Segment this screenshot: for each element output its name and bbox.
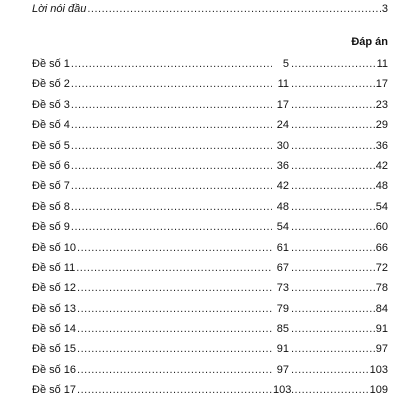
exam-label: Đề số 3 (32, 98, 70, 111)
exam-page-number: 67 (276, 261, 289, 274)
toc-entry-row (32, 180, 388, 200)
exam-page-number: 85 (276, 323, 289, 336)
answers-column-heading: Đáp án (351, 36, 388, 48)
dot-leader (291, 201, 375, 213)
exam-column (32, 160, 289, 172)
toc-entry-row (32, 58, 388, 78)
toc-entry-row (32, 262, 388, 282)
answer-column (289, 160, 388, 172)
dot-leader (291, 99, 375, 111)
answer-page-number: 36 (375, 139, 388, 152)
exam-column (32, 303, 289, 315)
exam-label: Đề số 1 (32, 58, 70, 70)
answer-column (289, 262, 388, 274)
toc-entry-row (32, 201, 388, 221)
exam-label: Đề số 10 (32, 241, 77, 254)
exam-column (32, 99, 289, 111)
exam-label: Đề số 5 (32, 139, 70, 152)
answer-column (289, 99, 388, 111)
dot-leader (291, 303, 375, 315)
dot-leader (77, 303, 272, 315)
answer-page-number: 84 (375, 302, 388, 315)
dot-leader (291, 364, 369, 376)
dot-leader (77, 282, 272, 294)
toc-entry-row (32, 221, 388, 241)
dot-leader (291, 78, 375, 90)
toc-entry-row (32, 303, 388, 323)
answer-column (289, 343, 388, 355)
exam-label: Đề số 11 (32, 261, 76, 274)
exam-page-number: 48 (276, 200, 289, 213)
exam-page-number: 61 (276, 241, 289, 254)
toc-entry-row (32, 78, 388, 98)
dot-leader (71, 140, 272, 152)
dot-leader (77, 242, 272, 254)
dot-leader (71, 201, 272, 213)
toc-preface-entry (32, 3, 388, 19)
toc-entry-row (32, 364, 388, 384)
exam-page-number: 5 (282, 58, 289, 70)
answer-page-number: 78 (375, 282, 388, 295)
exam-column (32, 364, 289, 376)
exam-page-number: 24 (276, 119, 289, 132)
toc-entries-list (32, 58, 388, 405)
answer-page-number: 29 (375, 119, 388, 132)
toc-entry-row (32, 384, 388, 404)
exam-column (32, 140, 289, 152)
exam-page-number: 97 (276, 363, 289, 376)
answer-page-number: 66 (375, 241, 388, 254)
exam-column (32, 78, 289, 90)
toc-entry-row (32, 140, 388, 160)
exam-page-number: 36 (276, 159, 289, 172)
toc-entry-row (32, 99, 388, 119)
dot-leader (291, 180, 375, 192)
dot-leader (76, 262, 272, 274)
preface-label: Lời nói đầu (32, 3, 87, 15)
dot-leader (291, 58, 376, 70)
toc-entry-row (32, 282, 388, 302)
dot-leader (291, 221, 375, 233)
dot-leader (291, 343, 375, 355)
answer-page-number: 97 (375, 343, 388, 356)
dot-leader (77, 343, 272, 355)
dot-leader (71, 180, 272, 192)
exam-page-number: 17 (276, 98, 289, 111)
exam-column (32, 221, 289, 233)
answer-column (289, 282, 388, 294)
exam-label: Đề số 8 (32, 200, 70, 213)
exam-label: Đề số 2 (32, 78, 70, 91)
answer-page-number: 11 (376, 58, 388, 70)
answer-page-number: 48 (375, 180, 388, 193)
toc-entry-row (32, 242, 388, 262)
dot-leader (291, 282, 375, 294)
exam-label: Đề số 13 (32, 302, 77, 315)
exam-label: Đề số 12 (32, 282, 77, 295)
answer-column (289, 242, 388, 254)
exam-column (32, 384, 292, 397)
dot-leader (71, 99, 272, 111)
answer-page-number: 17 (375, 78, 388, 91)
dot-leader (87, 3, 381, 15)
exam-column (32, 119, 289, 131)
dot-leader (291, 119, 375, 131)
dot-leader (71, 221, 272, 233)
toc-entry-row (32, 160, 388, 180)
exam-page-number: 73 (276, 282, 289, 295)
exam-column (32, 323, 289, 335)
exam-label: Đề số 6 (32, 159, 70, 172)
toc-entry-row (32, 343, 388, 363)
exam-column (32, 282, 289, 294)
exam-page-number: 91 (276, 343, 289, 356)
exam-label: Đề số 7 (32, 180, 70, 193)
preface-page-number: 3 (381, 3, 388, 15)
dot-leader (291, 323, 375, 335)
answer-column (289, 201, 388, 213)
exam-label: Đề số 14 (32, 323, 77, 336)
answer-column (289, 78, 388, 90)
answer-page-number: 42 (375, 159, 388, 172)
exam-column (32, 242, 289, 254)
answer-column (289, 364, 388, 376)
dot-leader (291, 262, 375, 274)
toc-entry-row (32, 119, 388, 139)
answer-column (289, 303, 388, 315)
answer-column (289, 140, 388, 152)
answer-page-number: 72 (375, 261, 388, 274)
answer-page-number: 23 (375, 98, 388, 111)
exam-page-number: 30 (276, 139, 289, 152)
dot-leader (71, 119, 272, 131)
exam-label: Đề số 16 (32, 363, 77, 376)
answer-column (289, 384, 388, 396)
answer-column (289, 180, 388, 192)
exam-column (32, 262, 289, 274)
exam-label: Đề số 4 (32, 119, 70, 132)
exam-label: Đề số 17 (32, 384, 77, 397)
dot-leader (77, 364, 272, 376)
answer-column (289, 323, 388, 335)
dot-leader (291, 242, 375, 254)
answer-page-number: 103 (369, 363, 388, 376)
exam-page-number: 103 (273, 384, 292, 397)
exam-column (32, 343, 289, 355)
exam-page-number: 54 (276, 221, 289, 234)
dot-leader (291, 160, 375, 172)
dot-leader (291, 384, 369, 396)
exam-label: Đề số 15 (32, 343, 77, 356)
dot-leader (291, 140, 375, 152)
dot-leader (77, 323, 272, 335)
answer-page-number: 91 (375, 323, 388, 336)
answer-column (289, 221, 388, 233)
toc-entry-row (32, 323, 388, 343)
exam-page-number: 42 (276, 180, 289, 193)
exam-page-number: 11 (277, 78, 289, 91)
dot-leader (71, 160, 272, 172)
answer-page-number: 109 (369, 384, 388, 397)
answer-page-number: 60 (375, 221, 388, 234)
answer-page-number: 54 (375, 200, 388, 213)
exam-column (32, 58, 289, 70)
answer-column (289, 119, 388, 131)
dot-leader (77, 384, 272, 396)
dot-leader (71, 58, 272, 70)
exam-label: Đề số 9 (32, 221, 70, 234)
dot-leader (71, 78, 272, 90)
exam-column (32, 201, 289, 213)
answer-column (289, 58, 388, 70)
exam-column (32, 180, 289, 192)
exam-page-number: 79 (276, 302, 289, 315)
